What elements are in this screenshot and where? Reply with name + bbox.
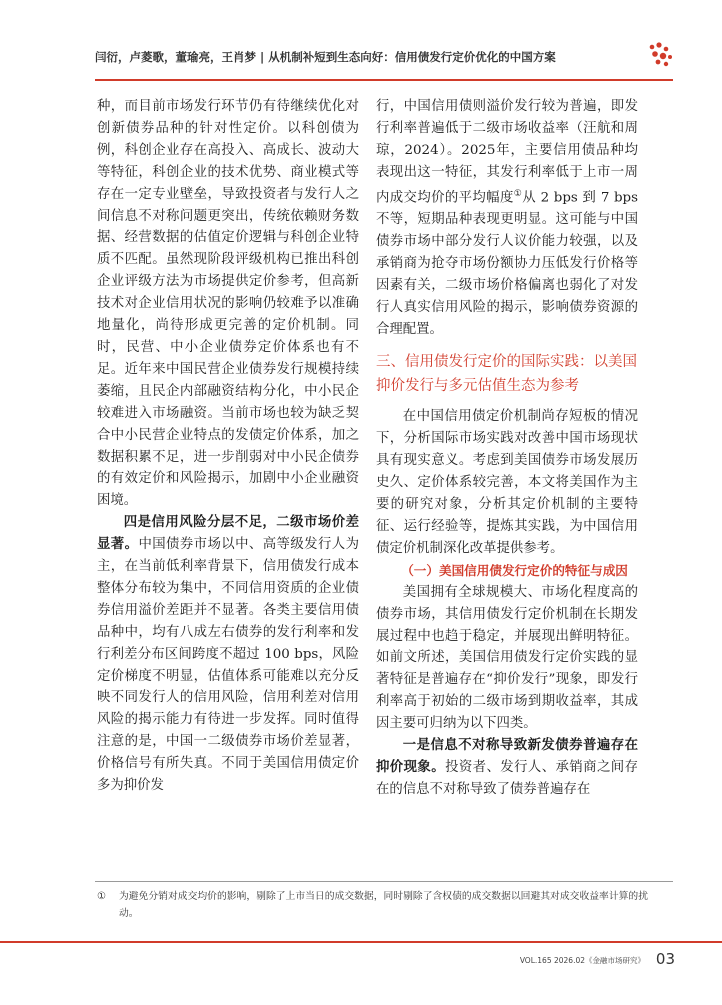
section-heading: 三、信用债发行定价的国际实践：以美国抑价发行与多元估值生态为参考 xyxy=(376,354,637,395)
body-paragraph xyxy=(97,512,359,797)
footnote-divider xyxy=(95,881,673,882)
left-column xyxy=(97,96,359,797)
point-heading: 一是信息不对称导致新发债券普遍存在抑价现象。 xyxy=(376,737,638,775)
footnote-marker: ① xyxy=(97,891,106,902)
subsection-heading: （一）美国信用债发行定价的特征与成因 xyxy=(401,562,628,578)
body-paragraph: 种，而目前市场发行环节仍有待继续优化对创新债券品种的针对性定价。以科创债为例，科创企业存在高投入、高成长、波动大等特征，科创企业的技术优势、商业模式等存在一定专业壁垒，导致投资者与发行人之间信息不对称问题更突出，传统依赖财务数据、经营数据的估值定价逻辑与科创企业特质不匹配。虽然现阶段评级机构已推出科创企业评级方法为市场提供定价参考，但高新技术对企业信用状况的影响仍较难予以准确地量化，尚待形成更完善的定价机制。同时，民营、中小企业债券定价体系也有不足。近年来中国民营企业债券发行规模持续萎缩，且民企内部融资结构分化，中小民企较难进入市场融资。当前市场也较为缺乏契合中小民营企业特点的发债定价体系，加之数据积累不足，进一步削弱对中小民企债券的有效定价和风险揭示，加剧中小企业融资困境。 xyxy=(97,99,359,509)
footer-divider xyxy=(0,941,722,943)
page-footer xyxy=(500,950,675,970)
point-heading: 四是信用风险分层不足，二级市场价差显著。 xyxy=(97,514,359,553)
header-divider xyxy=(95,79,673,81)
journal-logo-icon xyxy=(646,40,674,70)
footnote xyxy=(97,888,657,922)
footnote-text: 为避免分销对成交均价的影响，剔除了上市当日的成交数据，同时剔除了含权债的成交数据以回避其对成交收益率计算的扰动。 xyxy=(119,891,649,919)
running-header: 闫衍，卢菱歌，董瑜亮，王肖梦 | 从机制补短到生态向好：信用债发行定价优化的中国方案 xyxy=(95,50,556,64)
page-number: 03 xyxy=(655,950,675,968)
issue-label: VOL.165 2026.02《金融市场研究》 xyxy=(519,956,645,965)
body-paragraph: 美国拥有全球规模大、市场化程度高的债券市场，其信用债发行定价机制在长期发展过程中也趋于稳定，并展现出鲜明特征。如前文所述，美国信用债发行定价实践的显著特征是普遍存在“抑价发行”现象，即发行利率高于初始的二级市场到期收益率，其成因主要可归纳为以下四类。 xyxy=(376,584,638,732)
footnote-reference[interactable]: ① xyxy=(513,188,523,199)
paragraph-text: 投资者、发行人、承销商之间存在的信息不对称导致了债券普遍存在 xyxy=(376,759,639,797)
paragraph-text: 从 2 bps 到 7 bps 不等，短期品种表现更明显。这可能与中国债券市场中部分发行人议价能力较强，以及承销商为抢夺市场份额协力压低发行价格等因素有关，二级市场价格偏离也弱化了对发行人真实信用风险的揭示，影响债券资源的合理配置。 xyxy=(376,190,638,337)
paragraph-text: 行，中国信用债则溢价发行较为普遍，即发行利率普遍低于二级市场收益率（汪航和周琼，2024）。2025年，主要信用债品种均表现出这一特征，其发行利率低于上市一周内成交均价的平均幅度 xyxy=(376,99,638,206)
body-paragraph xyxy=(376,96,638,340)
paragraph-text: 中国债券市场以中、高等级发行人为主，在当前低利率背景下，信用债发行成本整体分布较为集中，不同信用资质的企业债券信用溢价差距并不显著。各类主要信用债品种中，均有八成左右债券的发行利率和发行利差分布区间跨度不超过 100 bps，风险定价梯度不明显，估值体系可能难以充分反映不同发行人的信用风险，信用利差对信用风险的揭示能力有待进一步发挥。同时值得注意的是，中国一二级债券市场价差显著，价格信号有所失真。不同于美国信用债定价多为抑价发 xyxy=(97,537,360,794)
right-column xyxy=(376,96,638,801)
body-paragraph: 在中国信用债定价机制尚存短板的情况下，分析国际市场实践对改善中国市场现状具有现实意义。考虑到美国债券市场发展历史久、定价体系较完善，本文将美国作为主要的研究对象，分析其定价机制的主要特征、运行经验等，提炼其实践，为中国信用债定价机制深化改革提供参考。 xyxy=(376,409,638,556)
body-paragraph xyxy=(376,735,638,801)
